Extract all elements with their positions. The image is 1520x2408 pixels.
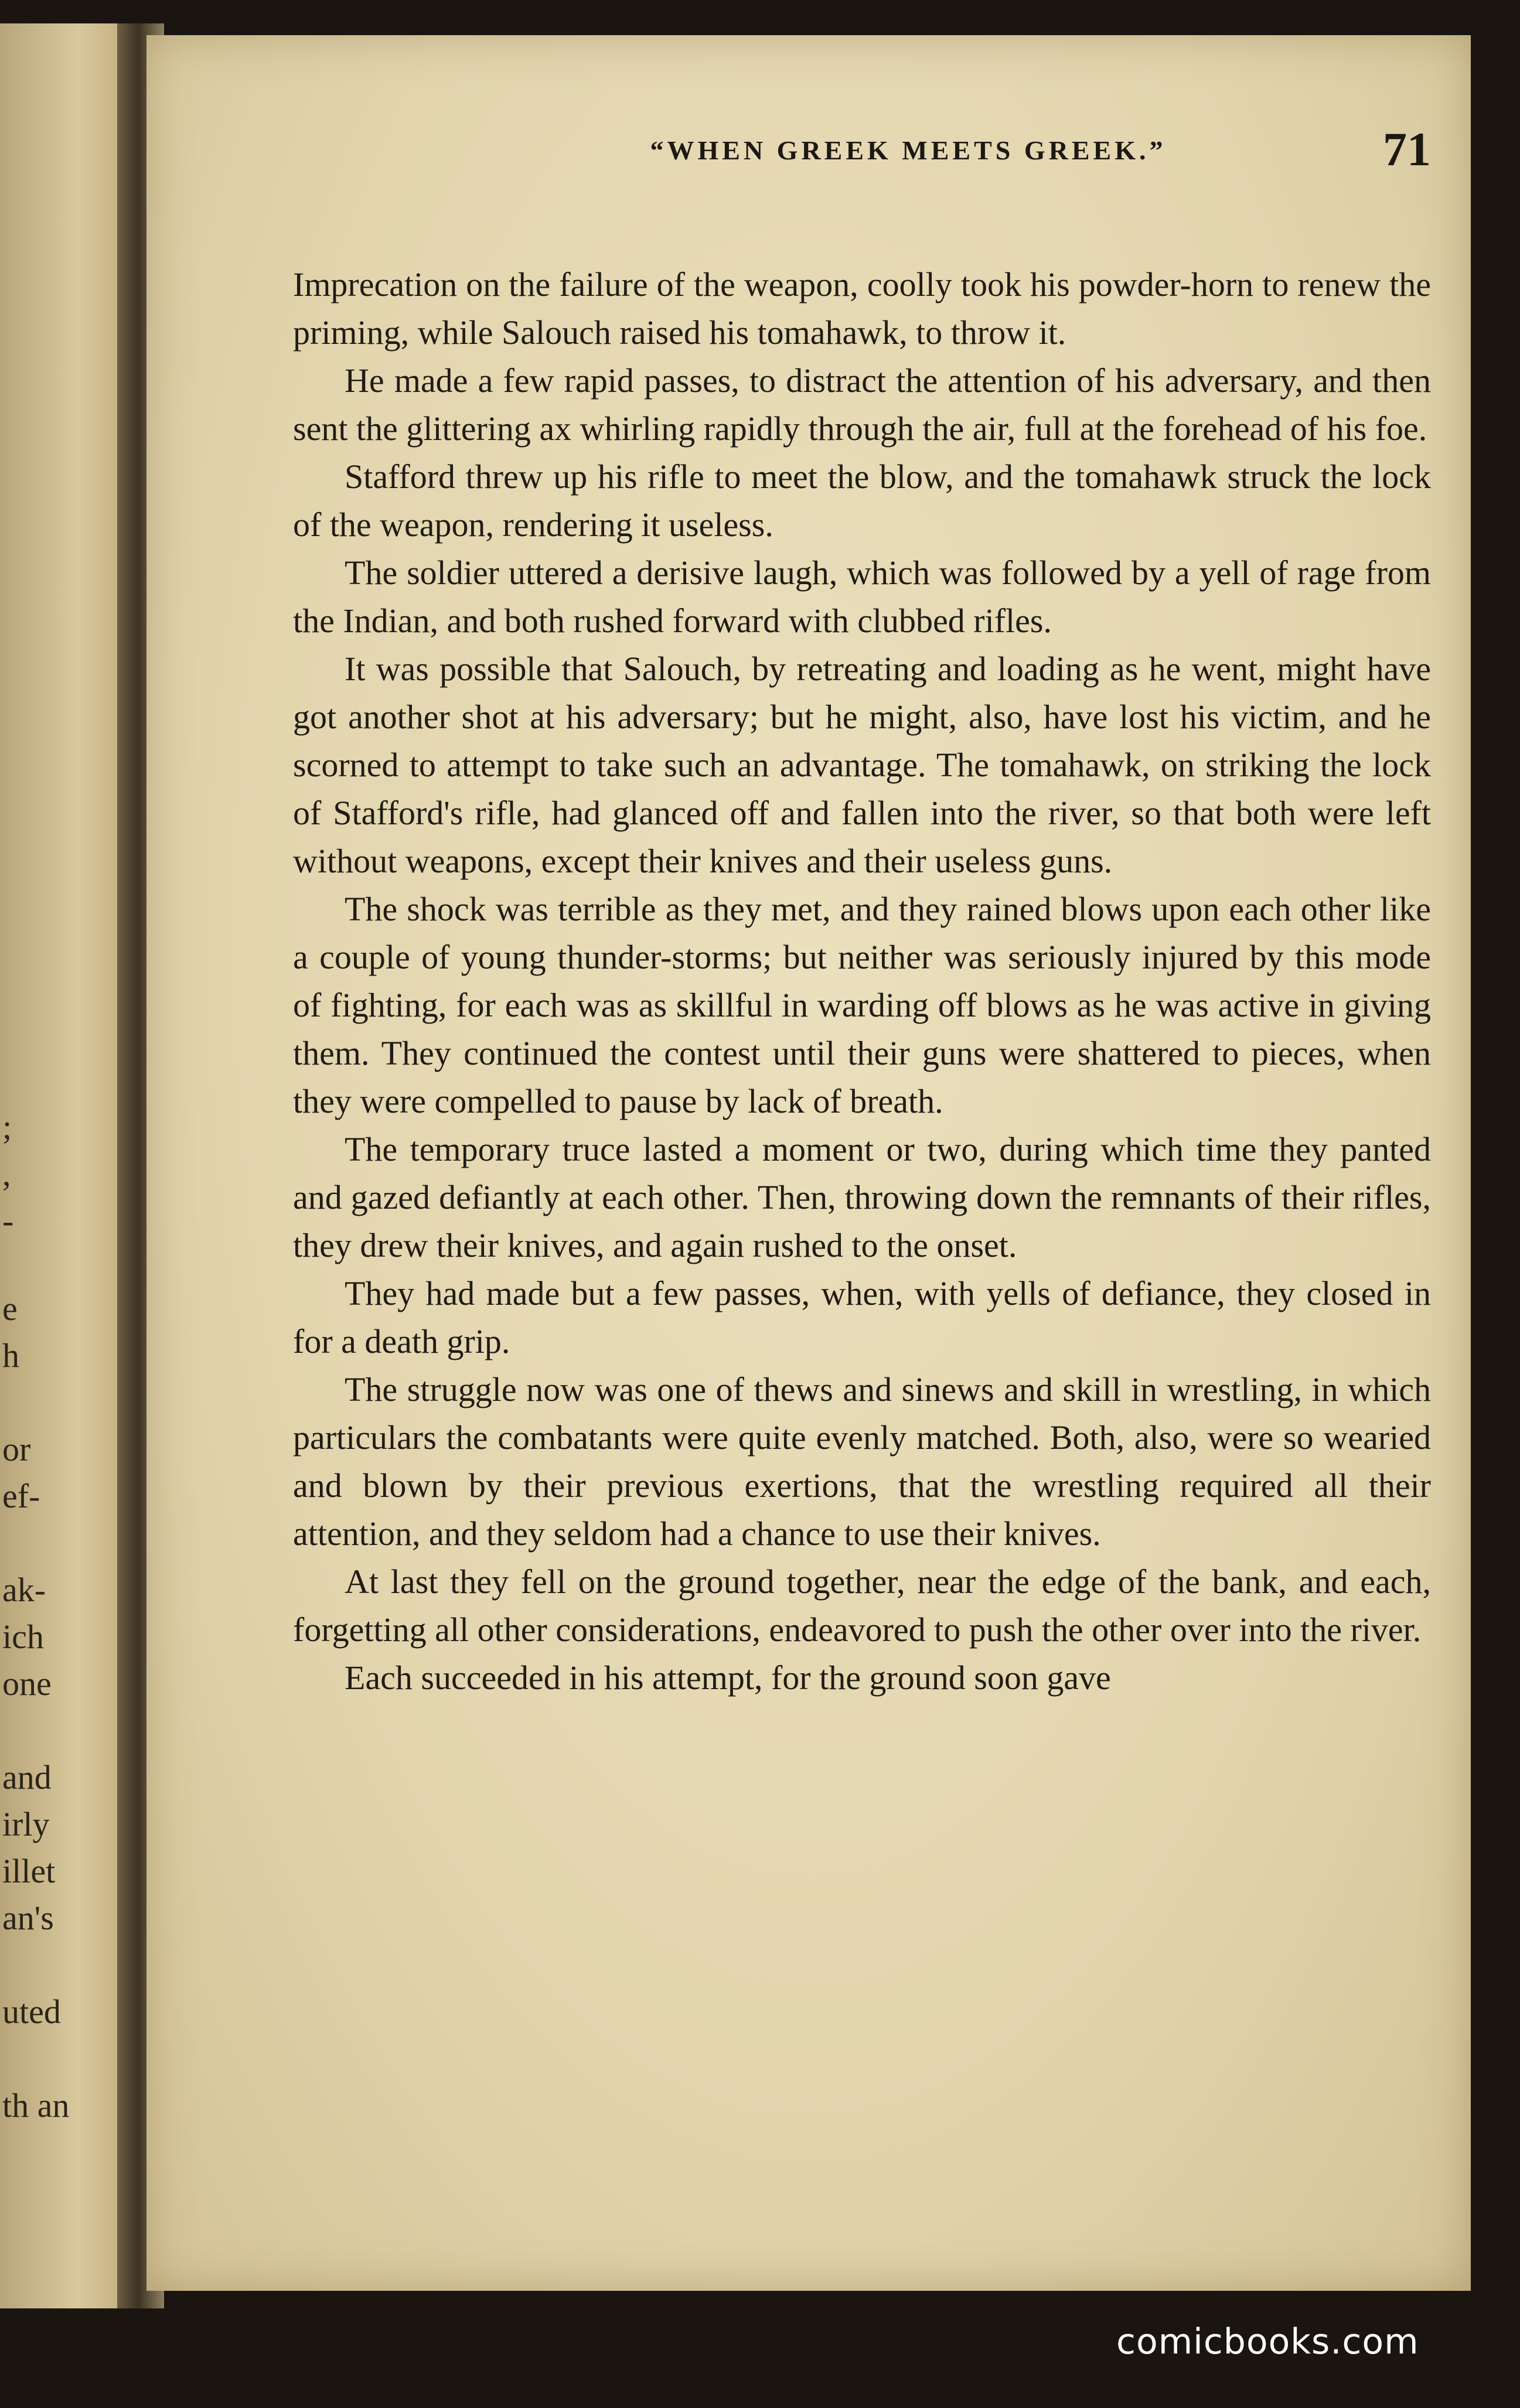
left-page-fragment: uted: [2, 1993, 61, 2031]
left-page-fragment: an's: [2, 1899, 54, 1937]
paragraph: The temporary truce lasted a moment or two, during which time they panted and gazed defiantly at each other. Then, throwing down the remnants of their rifles, they drew their knives, and again rushed to the onset.: [293, 1130, 1431, 1264]
left-page-fragment: ef-: [2, 1477, 40, 1515]
page-number: 71: [1383, 122, 1431, 176]
left-page-fragment: h: [2, 1336, 19, 1374]
left-page-fragment: irly: [2, 1805, 50, 1843]
left-page-fragment: one: [2, 1665, 52, 1703]
left-page-fragment: ich: [2, 1618, 44, 1656]
left-page-fragment: th an: [2, 2086, 70, 2124]
book-page: [146, 35, 1471, 2291]
left-page-fragment: illet: [2, 1852, 56, 1890]
paragraph: It was possible that Salouch, by retreating and loading as he went, might have got another shot at his adversary; but he might, also, have lost his victim, and he scorned to attempt to take such an advantage. The tomahawk, on striking the lock of Stafford's rifle, had glanced off and fallen into the river, so that both were left without weapons, except their knives and their useless guns.: [293, 650, 1431, 880]
body-text: [293, 261, 1431, 1702]
left-page-fragment: or: [2, 1430, 31, 1468]
paragraph: Each succeeded in his attempt, for the ground soon gave: [345, 1659, 1111, 1697]
paragraph: They had made but a few passes, when, with yells of defiance, they closed in for a death grip.: [293, 1274, 1431, 1360]
paragraph: He made a few rapid passes, to distract the attention of his adversary, and then sent the glittering ax whirling rapidly through the air, full at the forehead of his foe.: [293, 361, 1431, 448]
paragraph: At last they fell on the ground together, near the edge of the bank, and each, forgetting all other considerations, endeavored to push the other over into the river.: [293, 1563, 1431, 1649]
paragraph: The struggle now was one of thews and sinews and skill in wrestling, in which particulars the combatants were quite evenly matched. Both, also, were so wearied and blown by their previous exertions, that the wrestling required all their attention, and they seldom had a chance to use their knives.: [293, 1370, 1431, 1553]
paragraph: The shock was terrible as they met, and they rained blows upon each other like a couple of young thunder-storms; but neither was seriously injured by this mode of fighting, for each was as skillful in warding off blows as he was active in giving them. They continued the contest until their guns were shattered to pieces, when they were compelled to pause by lack of breath.: [293, 890, 1431, 1120]
left-page-fragment: e: [2, 1290, 18, 1328]
paragraph: Imprecation on the failure of the weapon, coolly took his powder-horn to renew the priming, while Salouch raised his tomahawk, to throw it.: [293, 265, 1431, 352]
left-page-fragment: -: [2, 1202, 14, 1240]
left-page-fragment: ;: [2, 1108, 12, 1146]
left-page-fragment: and: [2, 1758, 52, 1796]
running-header: “WHEN GREEK MEETS GREEK.”: [650, 135, 1167, 165]
paragraph: The soldier uttered a derisive laugh, which was followed by a yell of rage from the Indian, and both rushed forward with clubbed rifles.: [293, 554, 1431, 640]
paragraph: Stafford threw up his rifle to meet the blow, and the tomahawk struck the lock of the weapon, rendering it useless.: [293, 458, 1431, 544]
left-page-fragment: ak-: [2, 1571, 46, 1609]
site-watermark: comicbooks.com: [1116, 2321, 1419, 2362]
left-page-fragment: ,: [2, 1155, 11, 1193]
